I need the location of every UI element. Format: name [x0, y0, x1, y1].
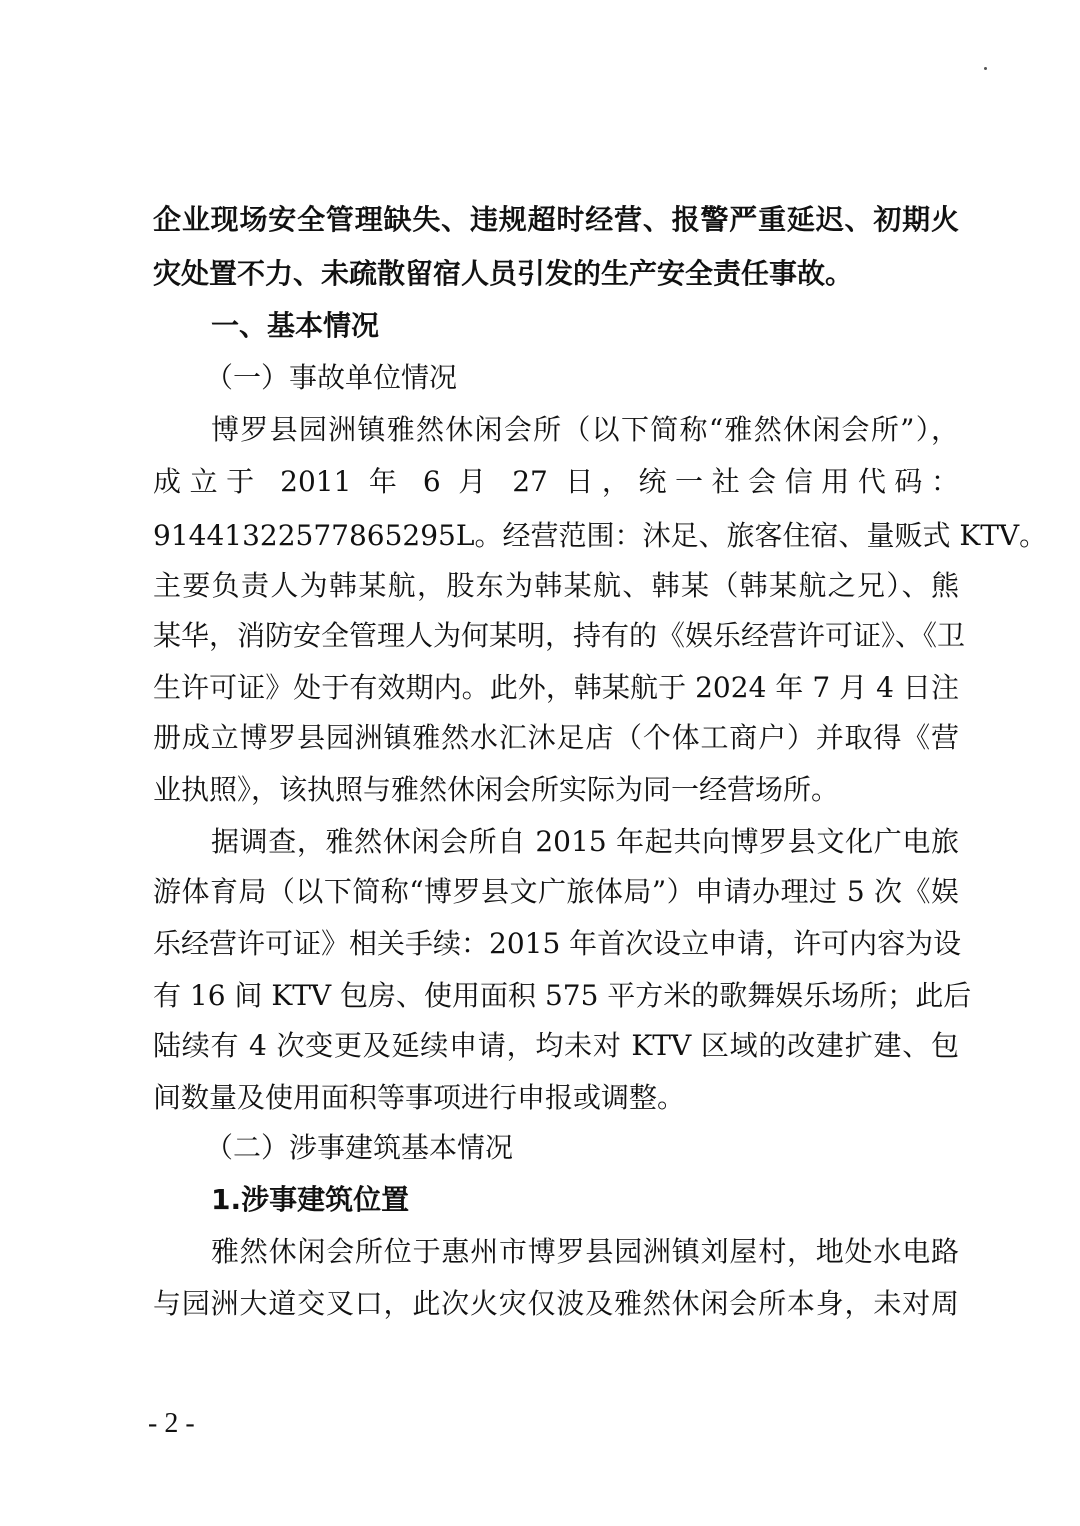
body-text-line: 成立于 2011 年 6 月 27 日，统一社会信用代码：: [153, 465, 959, 498]
body-text-line: 据调查，雅然休闲会所自 2015 年起共向博罗县文化广电旅: [211, 825, 959, 858]
section-heading: 一、基本情况: [211, 309, 380, 342]
body-text-line: 间数量及使用面积等事项进行申报或调整。: [153, 1081, 686, 1114]
body-text-line: 雅然休闲会所位于惠州市博罗县园洲镇刘屋村，地处水电路: [211, 1235, 959, 1268]
body-text-line: 灾处置不力、未疏散留宿人员引发的生产安全责任事故。: [153, 257, 854, 290]
body-text-line: 生许可证》处于有效期内。此外，韩某航于 2024 年 7 月 4 日注: [153, 671, 959, 704]
body-text-line: 业执照》，该执照与雅然休闲会所实际为同一经营场所。: [153, 773, 840, 806]
body-text-line: 博罗县园洲镇雅然休闲会所（以下简称“雅然休闲会所”），: [211, 413, 959, 446]
body-text-line: 91441322577865295L。经营范围：沐足、旅客住宿、量贩式 KTV。: [153, 519, 1048, 552]
body-text-line: 企业现场安全管理缺失、违规超时经营、报警严重延迟、初期火: [153, 203, 959, 236]
scan-mark: [984, 67, 987, 70]
item-heading: 1.涉事建筑位置: [211, 1183, 410, 1216]
body-text-line: 主要负责人为韩某航，股东为韩某航、韩某（韩某航之兄）、熊: [153, 569, 959, 602]
body-text-line: 陆续有 4 次变更及延续申请，均未对 KTV 区域的改建扩建、包: [153, 1029, 959, 1062]
page-number: - 2 -: [148, 1408, 195, 1439]
body-text-line: 乐经营许可证》相关手续：2015 年首次设立申请，许可内容为设: [153, 927, 962, 960]
body-text-line: 册成立博罗县园洲镇雅然水汇沐足店（个体工商户）并取得《营: [153, 721, 959, 754]
body-text-line: 游体育局（以下简称“博罗县文广旅体局”）申请办理过 5 次《娱: [153, 875, 959, 908]
body-text-line: 与园洲大道交叉口，此次火灾仅波及雅然休闲会所本身，未对周: [153, 1287, 959, 1320]
subsection-heading: （一）事故单位情况: [205, 361, 458, 394]
body-text-line: 有 16 间 KTV 包房、使用面积 575 平方米的歌舞娱乐场所；此后: [153, 979, 972, 1012]
subsection-heading: （二）涉事建筑基本情况: [205, 1131, 514, 1164]
body-text-line: 某华，消防安全管理人为何某明，持有的《娱乐经营许可证》、《卫: [153, 619, 966, 652]
